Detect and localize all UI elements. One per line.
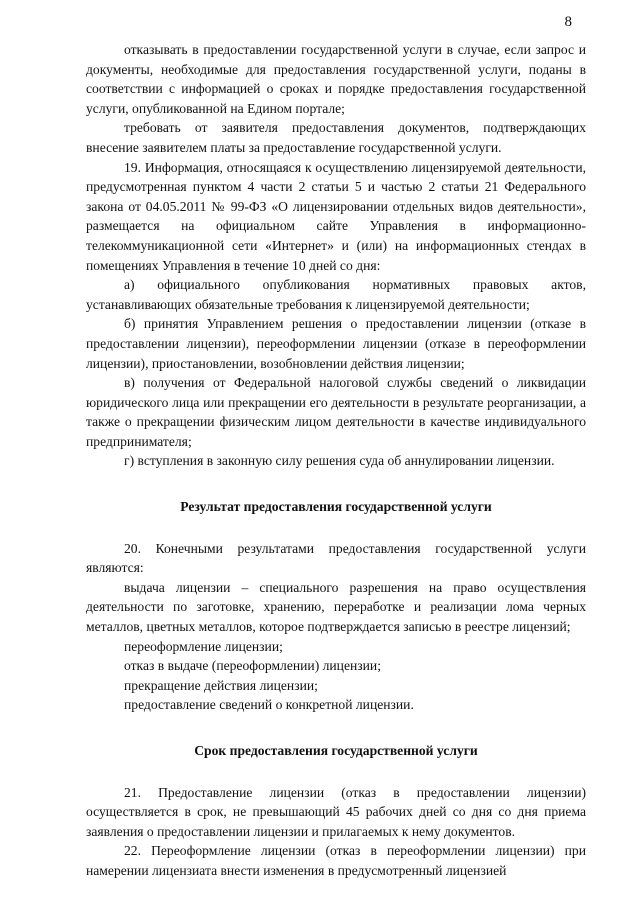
paragraph: а) официального опубликования нормативных правовых актов, устанавливающих обязательные требования к лицензируемой деятельности;	[86, 277, 586, 312]
section-heading: Результат предоставления государственной услуги	[180, 499, 492, 515]
paragraph: 19. Информация, относящаяся к осуществлению лицензируемой деятельности, предусмотренная пунктом 4 части 2 статьи 5 и частью 2 статьи 21 Федерального закона от 04.05.2011 № 99-ФЗ «О лицензировании отдельных видов деятельности», размещается на официальном сайте Управления в информационно-телекоммуникационной сети «Интернет» и (или) на информационных стендах в помещениях Управления в течение 10 дней со дня:	[86, 159, 586, 273]
paragraph: в) получения от Федеральной налоговой службы сведений о ликвидации юридического лица или прекращении его деятельности в результате реорганизации, а также о прекращении физическим лицом деятельности в качестве индивидуального предпринимателя;	[86, 375, 586, 449]
paragraph: отказ в выдаче (переоформлении) лицензии;	[124, 658, 381, 674]
paragraph: г) вступления в законную силу решения суда об аннулировании лицензии.	[124, 453, 555, 469]
paragraph: отказывать в предоставлении государственной услуги в случае, если запрос и документы, необходимые для предоставления государственной услуги, поданы в соответствии с информацией о сроках и порядке предоставления государственной услуги, опубликованной на Едином портале;	[86, 42, 586, 116]
paragraph: 22. Переоформление лицензии (отказ в переоформлении лицензии) при намерении лицензиата внести изменения в предусмотренный лицензией	[86, 843, 586, 878]
paragraph: требовать от заявителя предоставления документов, подтверждающих внесение заявителем платы за предоставление государственной услуги.	[86, 120, 586, 155]
paragraph: выдача лицензии – специального разрешения на право осуществления деятельности по заготовке, хранению, переработке и реализации лома черных металлов, цветных металлов, которое подтверждается записью в реестре лицензий;	[86, 579, 586, 635]
section-heading: Срок предоставления государственной услуги	[194, 743, 478, 758]
paragraph: переоформление лицензии;	[124, 638, 283, 654]
paragraph: 20. Конечными результатами предоставления государственной услуги являются:	[86, 540, 586, 576]
paragraph: прекращение действия лицензии;	[124, 677, 318, 693]
page-number: 8	[564, 14, 572, 30]
document-body	[86, 40, 586, 881]
paragraph: 21. Предоставление лицензии (отказ в предоставлении лицензии) осуществляется в срок, не превышающий 45 рабочих дней со дня со дня приема заявления о предоставлении лицензии и прилагаемых к нему документов.	[86, 784, 586, 839]
paragraph: предоставление сведений о конкретной лицензии.	[124, 697, 414, 713]
paragraph: б) принятия Управлением решения о предоставлении лицензии (отказе в предоставлении лицензии), переоформлении лицензии (отказе в переоформлении лицензии), приостановлении, возобновлении действия лицензии;	[86, 316, 586, 371]
